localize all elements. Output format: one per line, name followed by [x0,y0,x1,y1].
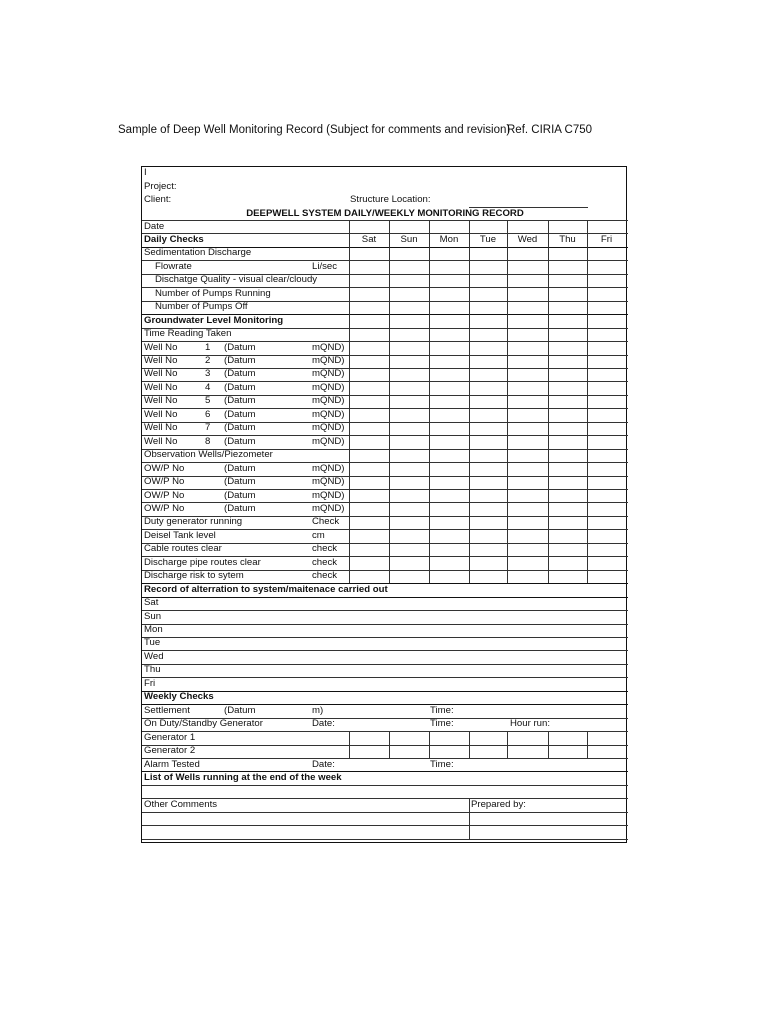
project-label: Project: [144,181,177,192]
grid-line [142,610,628,611]
general-check-label: Deisel Tank level [144,529,216,541]
settlement-datum: (Datum [224,704,256,716]
sedimentation-item: Dischatge Quality - visual clear/cloudy [155,274,318,286]
generator-column-line [507,731,508,758]
grid-line [142,476,628,477]
grid-line [142,314,628,315]
grid-line [142,422,628,423]
grid-line [142,597,628,598]
well-unit: mQND) [312,355,345,366]
observation-well-label: OW/P No [144,489,185,501]
well-datum: (Datum [224,381,256,393]
generator-column-line [469,731,470,758]
alteration-day-label: Sun [144,610,162,622]
wells-running-title: List of Wells running at the end of the week [144,771,342,783]
well-unit: mQND) [312,341,345,353]
grid-line [142,664,628,665]
well-datum: (Datum [224,368,256,380]
day-column-line [389,220,390,583]
duty-generator-label: On Duty/Standby Generator [144,718,263,730]
alteration-day-label: Thu [144,664,161,676]
grid-line [142,287,628,288]
well-label: Well No [144,355,178,366]
generator-label: Generator 1 [144,731,196,743]
well-number: 3 [205,368,211,380]
well-number: 1 [205,341,211,353]
alteration-day-label: Mon [144,624,163,635]
grid-line [142,395,628,396]
grid-line [142,556,628,557]
well-unit: mQND) [312,368,345,380]
day-column-line [349,220,350,583]
grid-line [142,489,628,490]
alteration-day-label: Tue [144,637,161,649]
grid-line [142,462,628,463]
observation-wells-title: Observation Wells/Piezometer [144,449,273,461]
grid-line [142,677,628,678]
well-number: 7 [205,422,211,434]
day-column-line [507,220,508,583]
alteration-day-label: Fri [144,677,156,689]
well-datum: (Datum [224,395,256,407]
settlement-label: Settlement [144,704,190,716]
alarm-time-label: Time: [430,758,454,770]
alteration-day-label: Sat [144,597,159,609]
grid-line [142,328,628,329]
grid-line [142,812,628,813]
generator-column-line [389,731,390,758]
day-header-tue: Tue [479,233,497,245]
sedimentation-item: Number of Pumps Off [155,301,248,313]
date-label: Date [144,220,165,232]
day-column-line [469,220,470,583]
observation-well-unit: mQND) [312,462,345,474]
general-check-unit: check [312,543,338,555]
alarm-date-label: Date: [312,758,335,770]
observation-well-label: OW/P No [144,502,185,514]
general-check-unit: cm [312,529,325,541]
document-title: Sample of Deep Well Monitoring Record (Subject for comments and revision) [118,124,511,136]
document-reference: Ref. CIRIA C750 [507,124,593,136]
well-number: 8 [205,435,211,447]
grid-line [142,718,628,719]
grid-line [142,650,628,651]
observation-well-unit: mQND) [312,502,345,514]
grid-line [142,758,628,759]
grid-line [142,247,628,248]
well-label: Well No [144,381,178,393]
well-label: Well No [144,341,178,353]
generator-column-line [349,731,350,758]
groundwater-title: Groundwater Level Monitoring [144,314,284,326]
well-datum: (Datum [224,422,256,434]
generator-column-line [587,731,588,758]
grid-line [142,260,628,261]
well-label: Well No [144,422,178,434]
observation-well-label: OW/P No [144,462,185,474]
well-unit: mQND) [312,435,345,447]
general-check-label: Discharge pipe routes clear [144,556,261,568]
top-mark: I [144,167,147,178]
structure-location-label: Structure Location: [350,194,431,205]
grid-line [142,274,628,275]
grid-line [142,220,628,221]
generator-column-line [548,731,549,758]
grid-line [142,435,628,436]
alteration-day-label: Wed [144,650,164,662]
sedimentation-title: Sedimentation Discharge [144,247,252,259]
grid-line [142,341,628,342]
client-label: Client: [144,194,172,205]
well-unit: mQND) [312,408,345,420]
observation-well-datum: (Datum [224,502,256,514]
general-check-unit: check [312,556,338,568]
grid-line [142,368,628,369]
daily-checks-label: Daily Checks [144,233,204,245]
day-header-sat: Sat [361,233,377,245]
grid-line [142,691,628,692]
grid-line [142,543,628,544]
observation-well-datum: (Datum [224,476,256,488]
duty-generator-date-label: Date: [312,718,335,730]
duty-generator-time-label: Time: [430,718,454,730]
grid-line [142,233,628,234]
day-header-fri: Fri [600,233,613,245]
grid-line [142,570,628,571]
grid-line [142,731,628,732]
time-reading-label: Time Reading Taken [144,328,232,340]
grid-line [142,529,628,530]
day-column-line [587,220,588,583]
day-header-sun: Sun [400,233,418,245]
weekly-checks-title: Weekly Checks [144,691,214,703]
settlement-unit: m) [312,704,324,716]
well-label: Well No [144,408,178,420]
observation-well-datum: (Datum [224,489,256,501]
grid-line [142,502,628,503]
day-column-line [548,220,549,583]
sedimentation-item: Number of Pumps Running [155,287,271,299]
well-unit: mQND) [312,395,345,407]
generator-column-line [429,731,430,758]
grid-line [142,825,628,826]
well-unit: mQND) [312,381,345,393]
well-label: Well No [144,435,178,447]
well-datum: (Datum [224,435,256,447]
observation-well-label: OW/P No [144,476,185,488]
duty-generator-hours-label: Hour run: [510,718,550,730]
general-check-unit: check [312,570,338,582]
grid-line [142,355,628,356]
grid-line [142,583,628,584]
alarm-tested-label: Alarm Tested [144,758,200,770]
general-check-label: Cable routes clear [144,543,222,555]
day-header-thu: Thu [559,233,576,245]
well-label: Well No [144,368,178,380]
sedimentation-item: Flowrate [155,260,192,272]
well-datum: (Datum [224,341,256,353]
well-number: 4 [205,381,211,393]
grid-line [142,839,628,840]
grid-line [142,516,628,517]
other-comments-label: Other Comments [144,798,218,810]
well-datum: (Datum [224,408,256,420]
prepared-by-divider [469,798,470,838]
generator-label: Generator 2 [144,745,196,757]
grid-line [142,785,628,786]
observation-well-unit: mQND) [312,476,345,488]
observation-well-datum: (Datum [224,462,256,474]
sedimentation-unit: Li/sec [312,260,338,272]
observation-well-unit: mQND) [312,489,345,501]
grid-line [142,637,628,638]
day-column-line [429,220,430,583]
general-check-unit: Check [312,516,340,528]
well-label: Well No [144,395,178,407]
grid-line [142,301,628,302]
well-number: 6 [205,408,211,420]
grid-line [142,704,628,705]
day-header-mon: Mon [439,233,459,245]
well-number: 5 [205,395,211,407]
record-title: DEEPWELL SYSTEM DAILY/WEEKLY MONITORING RECORD [246,208,524,219]
well-number: 2 [205,355,211,366]
grid-line [142,381,628,382]
grid-line [142,624,628,625]
general-check-label: Discharge risk to sytem [144,570,244,582]
monitoring-record-form [141,166,627,843]
general-check-label: Duty generator running [144,516,243,528]
well-unit: mQND) [312,422,345,434]
grid-line [142,798,628,799]
settlement-time-label: Time: [430,704,454,716]
prepared-by-label: Prepared by: [471,798,526,810]
grid-line [142,449,628,450]
grid-line [142,745,628,746]
alteration-title: Record of alterration to system/maitenace carried out [144,583,388,595]
grid-line [142,408,628,409]
grid-line [142,771,628,772]
well-datum: (Datum [224,355,256,366]
day-header-wed: Wed [517,233,538,245]
